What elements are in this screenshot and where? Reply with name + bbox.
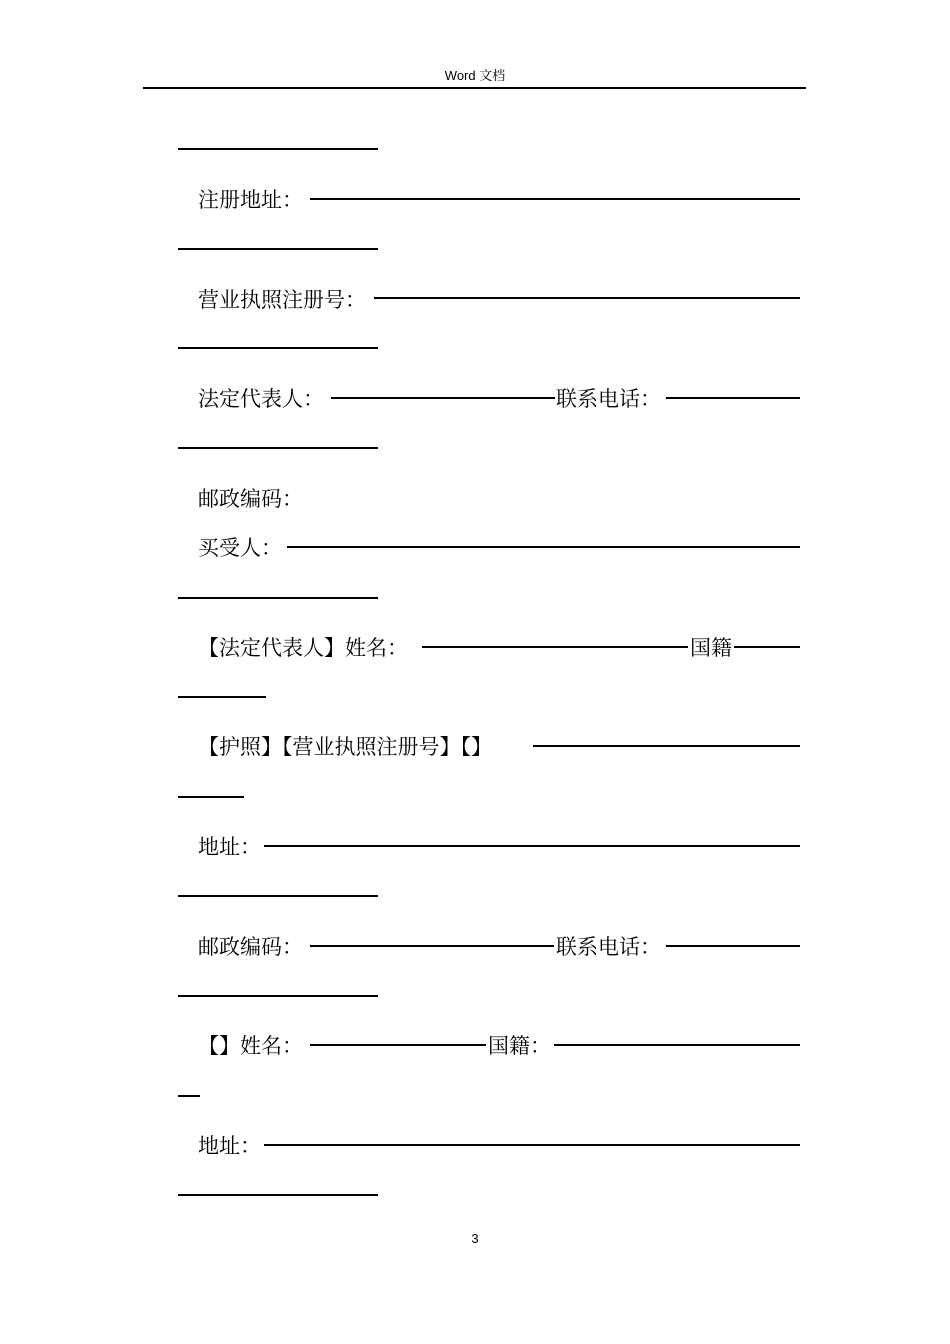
representative-name-blank (422, 646, 688, 648)
nationality-label: 国籍 (690, 636, 732, 660)
address-label: 地址： (198, 1134, 261, 1158)
nationality-blank (554, 1044, 800, 1046)
legal-representative-blank (331, 397, 555, 399)
business-license-blank (374, 297, 800, 299)
phone-label: 联系电话： (556, 387, 661, 411)
address-label: 地址： (198, 835, 261, 859)
business-license-label: 营业执照注册号： (198, 288, 366, 312)
nationality-label: 国籍： (488, 1034, 551, 1058)
phone-blank (666, 945, 800, 947)
blank-line (178, 447, 378, 449)
buyer-label: 买受人： (198, 536, 282, 560)
page-number: 3 (471, 1231, 479, 1246)
agent-name-label: 【】姓名： (198, 1034, 303, 1058)
blank-line (178, 148, 378, 150)
buyer-blank (287, 546, 800, 548)
address-blank (264, 845, 800, 847)
blank-line (178, 597, 378, 599)
phone-label: 联系电话： (556, 935, 661, 959)
header-title: Word 文档 (444, 68, 506, 83)
postcode-label: 邮政编码： (198, 487, 303, 511)
representative-name-label: 【法定代表人】姓名： (198, 636, 408, 660)
postcode-label: 邮政编码： (198, 935, 303, 959)
nationality-blank (734, 646, 800, 648)
blank-line (178, 347, 378, 349)
id-number-blank (533, 745, 800, 747)
registered-address-blank (310, 198, 800, 200)
phone-blank (666, 397, 800, 399)
blank-line (178, 1095, 200, 1097)
legal-representative-label: 法定代表人： (198, 387, 324, 411)
address-blank (264, 1144, 800, 1146)
blank-line (178, 796, 244, 798)
agent-name-blank (310, 1044, 486, 1046)
id-type-label: 【护照】【营业执照注册号】【】 (198, 735, 492, 759)
blank-line (178, 1194, 378, 1196)
blank-line (178, 995, 378, 997)
header-divider (143, 87, 806, 89)
blank-line (178, 248, 378, 250)
postcode-blank (310, 945, 554, 947)
blank-line (178, 895, 378, 897)
blank-line (178, 696, 266, 698)
registered-address-label: 注册地址： (198, 188, 303, 212)
